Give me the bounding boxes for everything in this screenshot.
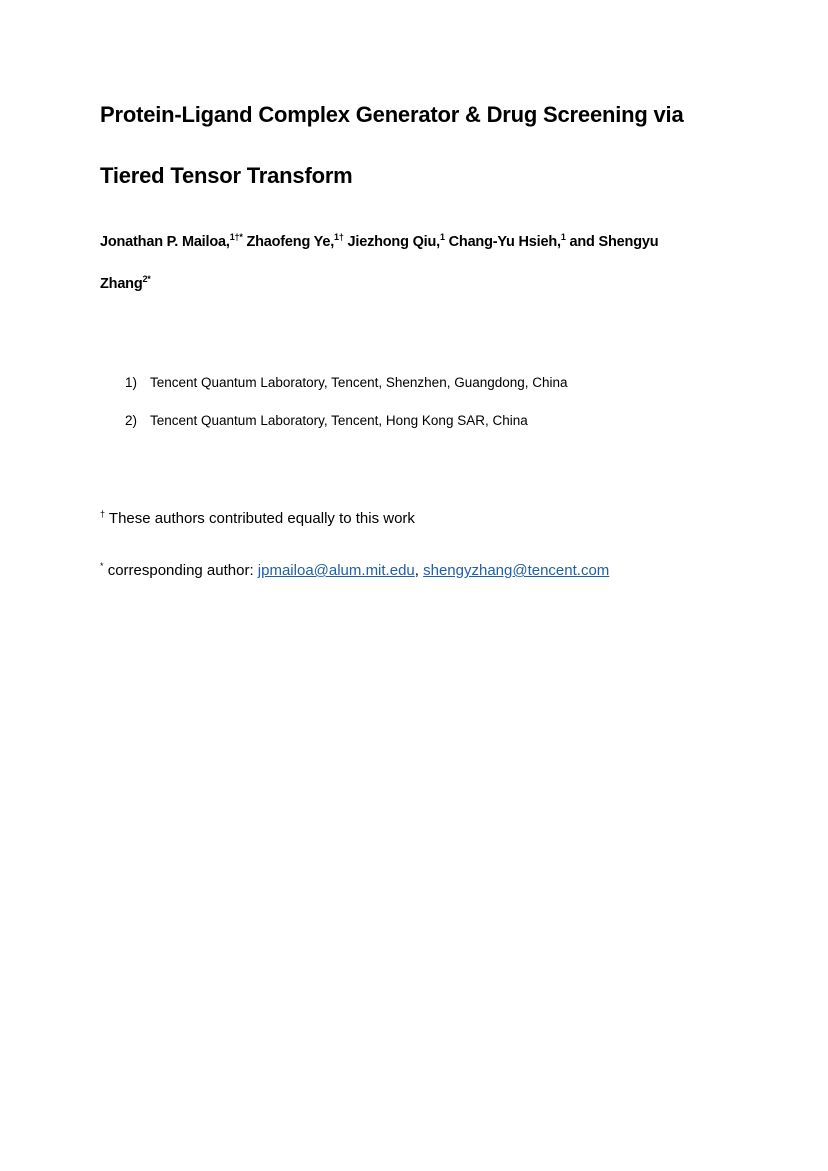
author-marks: 1†* — [229, 232, 243, 243]
author-name: Shengyu — [598, 234, 659, 250]
affiliation-text: Tencent Quantum Laboratory, Tencent, Hong Kong SAR, China — [150, 413, 528, 428]
corresponding-author-note — [100, 562, 609, 579]
email-separator: , — [414, 562, 419, 579]
author-marks: 2* — [142, 274, 151, 285]
affiliation-item — [125, 375, 568, 390]
author-name: Zhang — [100, 276, 143, 292]
paper-title-line-1: Protein-Ligand Complex Generator & Drug Screening via — [100, 102, 684, 127]
author-name: Zhaofeng Ye, — [246, 234, 335, 250]
author-name: Jiezhong Qiu, — [347, 234, 440, 250]
equal-contribution-note — [100, 510, 415, 527]
author-list-line-1 — [100, 234, 658, 250]
dagger-mark: † — [100, 509, 106, 519]
author-marks: 1 — [439, 232, 445, 243]
paper-title-line-2: Tiered Tensor Transform — [100, 163, 353, 188]
asterisk-mark: * — [100, 561, 104, 571]
author-name: Chang-Yu Hsieh, — [448, 234, 561, 250]
author-marks: 1† — [334, 232, 344, 243]
author-connector: and — [569, 234, 595, 250]
email-link-2[interactable]: shengyzhang@tencent.com — [423, 562, 610, 579]
author-name: Jonathan P. Mailoa, — [100, 234, 230, 250]
affiliation-number: 2) — [125, 413, 138, 428]
affiliation-text: Tencent Quantum Laboratory, Tencent, Shenzhen, Guangdong, China — [150, 375, 568, 390]
affiliation-item — [125, 413, 528, 428]
author-list-line-2 — [100, 276, 151, 292]
author-marks: 1 — [560, 232, 566, 243]
corresponding-author-label: corresponding author: — [107, 562, 254, 579]
equal-contribution-text: These authors contributed equally to this work — [108, 510, 415, 527]
email-link-1[interactable]: jpmailoa@alum.mit.edu — [257, 562, 415, 579]
affiliation-number: 1) — [125, 375, 138, 390]
